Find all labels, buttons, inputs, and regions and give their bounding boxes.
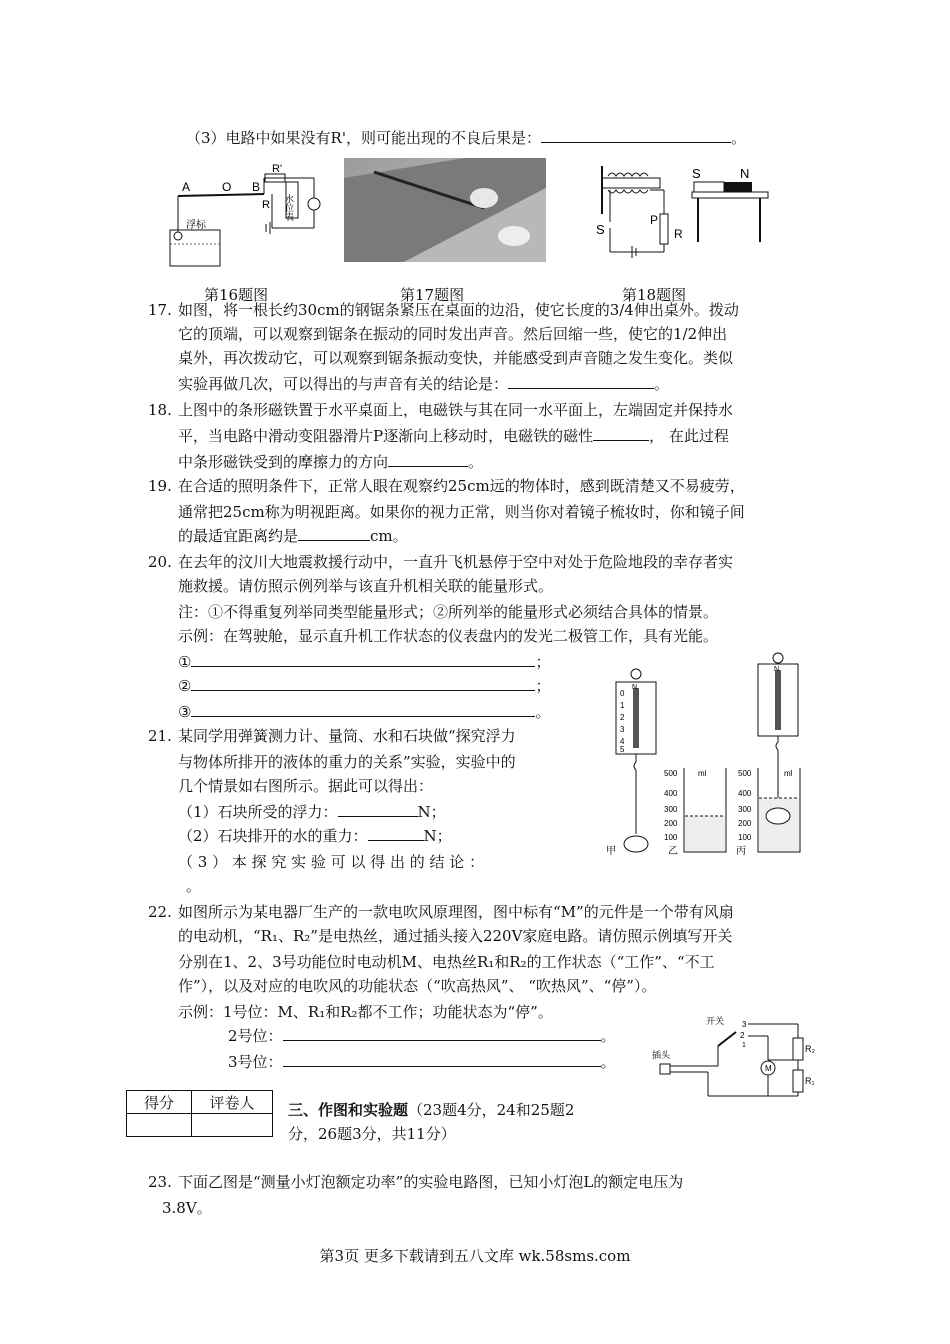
q21-fig-label-jia: 甲	[606, 846, 616, 857]
q19-distance-blank[interactable]	[298, 525, 370, 541]
q22-fig-m: M	[765, 1064, 772, 1073]
figure-21-spring-scales	[602, 648, 814, 860]
q21-fig-tick-2: 2	[620, 713, 625, 722]
q21-cyl-a-tick-400: 400	[664, 789, 678, 798]
q17-answer-blank[interactable]	[508, 373, 654, 389]
score-table	[126, 1090, 273, 1137]
q21-fig-n-1: N	[632, 684, 638, 691]
q22-example: 示例：1号位：M、R₁和R₂都不工作；功能状态为“停”。	[178, 1003, 553, 1021]
q21-cyl-a-tick-100: 100	[664, 833, 678, 842]
q22-pos2-blank[interactable]	[283, 1025, 601, 1041]
q16-part3: （3）电路中如果没有R'，则可能出现的不良后果是： 。	[186, 129, 746, 147]
fig16-label-float: 浮标	[186, 220, 206, 231]
fig18-label-p: P	[650, 213, 659, 227]
q23-line-2: 3.8V。	[162, 1199, 212, 1217]
grader-header: 评卷人	[192, 1091, 273, 1114]
q17-line-2: 它的顶端，可以观察到锯条在振动的同时发出声音。然后回缩一些，使它的1/2伸出	[178, 325, 728, 343]
q20-answer-1: ① ；	[178, 653, 551, 671]
q17-number: 17.	[148, 301, 172, 319]
q21-fig-n-2: N	[774, 666, 780, 673]
fig16-label-rprime: R'	[272, 163, 283, 175]
q17-line-1: 如图，将一根长约30cm的钢锯条紧压在桌面的边沿，使它长度的3/4伸出桌外。拨动	[178, 301, 739, 319]
q19-line-3: 的最适宜距离约是 cm。	[178, 527, 408, 545]
grader-cell[interactable]	[192, 1114, 273, 1137]
q18-friction-blank[interactable]	[388, 451, 468, 467]
q19-line-1: 在合适的照明条件下，正常人眼在观察约25cm远的物体时，感到既清楚又不易疲劳，	[178, 477, 745, 495]
q21-cyl-b-tick-300: 300	[738, 805, 752, 814]
q21-part-3-end: 。	[186, 877, 202, 895]
fig16-label-o: O	[222, 180, 232, 194]
fig18-label-s-switch: S	[596, 222, 605, 237]
q21-fig-ml-1: ml	[698, 769, 707, 778]
q21-cyl-b-tick-500: 500	[738, 769, 752, 778]
q21-fig-tick-1: 1	[620, 701, 625, 710]
q21-fig-tick-4: 4	[620, 737, 625, 746]
section-3-title: 三、作图和实验题	[288, 1101, 409, 1119]
fig16-caption: 第16题图	[204, 286, 269, 304]
fig16-label-a: A	[182, 180, 191, 194]
q20-example: 示例：在驾驶舱，显示直升机工作状态的仪表盘内的发光二极管工作，具有光能。	[178, 627, 719, 645]
q18-line-3: 中条形磁铁受到的摩擦力的方向 。	[178, 453, 484, 471]
q20-blank-1[interactable]	[191, 651, 535, 667]
q22-fig-r2: R₂	[805, 1044, 815, 1054]
fig17-caption: 第17题图	[400, 286, 465, 304]
fig18-label-r: R	[674, 227, 683, 241]
q22-position-2: 2号位： 。	[228, 1027, 616, 1045]
q20-answer-3: ③ 。	[178, 703, 551, 721]
q22-fig-switch: 开关	[706, 1017, 725, 1027]
q22-pos3-blank[interactable]	[283, 1051, 601, 1067]
section-3-heading	[288, 1098, 574, 1122]
fig16-label-b: B	[252, 180, 261, 194]
q22-fig-n1: 1	[742, 1042, 746, 1049]
q19-number: 19.	[148, 477, 172, 495]
figure-17-photo	[344, 158, 546, 262]
section-3-detail-2: 分，26题3分，共11分）	[288, 1125, 456, 1143]
page-footer: 第3页 更多下载请到五八文库 wk.58sms.com	[319, 1247, 631, 1265]
q20-blank-3[interactable]	[191, 701, 535, 717]
q18-line-1: 上图中的条形磁铁置于水平桌面上，电磁铁与其在同一水平面上，左端固定并保持水	[178, 401, 734, 419]
figure-22-hairdryer-circuit	[648, 1010, 816, 1106]
fig18-label-n: N	[740, 166, 750, 181]
q21-fig-ml-2: ml	[784, 769, 793, 778]
score-header: 得分	[127, 1091, 192, 1114]
q21-number: 21.	[148, 727, 172, 745]
q21-cyl-b-tick-100: 100	[738, 833, 752, 842]
q21-fig-tick-3: 3	[620, 725, 625, 734]
q22-fig-n3: 3	[742, 1020, 747, 1029]
q21-line-2: 与物体所排开的液体的重力的关系”实验，实验中的	[178, 753, 516, 771]
q23-number: 23.	[148, 1173, 172, 1191]
figure-16-circuit	[168, 158, 324, 270]
q21-weight-blank[interactable]	[368, 825, 424, 841]
q21-cyl-b-tick-400: 400	[738, 789, 752, 798]
q22-position-3: 3号位： 。	[228, 1053, 616, 1071]
fig18-label-s: S	[692, 166, 701, 181]
q18-line-2: 平，当电路中滑动变阻器滑片P逐渐向上移动时，电磁铁的磁性 ， 在此过程	[178, 427, 729, 445]
q22-number: 22.	[148, 903, 172, 921]
q20-line-1: 在去年的汶川大地震救援行动中，一直升飞机悬停于空中对处于危险地段的幸存者实	[178, 553, 734, 571]
score-cell[interactable]	[127, 1114, 192, 1137]
q20-number: 20.	[148, 553, 172, 571]
q20-note: 注：①不得重复列举同类型能量形式；②所列举的能量形式必须结合具体的情景。	[178, 603, 719, 621]
q17-line-4: 实验再做几次，可以得出的与声音有关的结论是： 。	[178, 375, 670, 393]
q21-part-3: （ 3 ） 本 探 究 实 验 可 以 得 出 的 结 论 ：	[178, 853, 485, 871]
q21-cyl-a-tick-500: 500	[664, 769, 678, 778]
q21-fig-label-bing: 丙	[736, 846, 746, 857]
q19-line-2: 通常把25cm称为明视距离。如果你的视力正常，则当你对着镜子梳妆时，你和镜子间	[178, 503, 745, 521]
figure-18-electromagnet	[594, 162, 774, 270]
q21-fig-label-yi: 乙	[668, 846, 678, 857]
q22-line-3: 分别在1、2、3号功能位时电动机M、电热丝R₁和R₂的工作状态（“工作”、“不工	[178, 953, 715, 971]
q21-line-1: 某同学用弹簧测力计、量筒、水和石块做“探究浮力	[178, 727, 516, 745]
q22-line-4: 作”），以及对应的电吹风的功能状态（“吹高热风”、 “吹热风”、“停”）。	[178, 977, 657, 995]
q17-line-3: 桌外，再次拨动它，可以观察到锯条振动变快，并能感受到声音随之发生变化。类似	[178, 349, 734, 367]
q21-cyl-a-tick-200: 200	[664, 819, 678, 828]
q21-line-3: 几个情景如右图所示。据此可以得出：	[178, 777, 434, 795]
q22-line-2: 的电动机，“R₁、R₂”是电热丝，通过插头接入220V家庭电路。请仿照示例填写开关	[178, 927, 733, 945]
q16-answer-blank[interactable]	[541, 127, 731, 143]
fig18-caption: 第18题图	[622, 286, 687, 304]
q21-part-1: （1）石块所受的浮力： N；	[178, 803, 446, 821]
q18-magnetism-blank[interactable]	[593, 425, 649, 441]
q21-part-2: （2）石块排开的水的重力： N；	[178, 827, 452, 845]
section-3-detail-1: （23题4分，24和25题2	[408, 1101, 575, 1119]
q20-line-2: 施救援。请仿照示例列举与该直升机相关联的能量形式。	[178, 577, 554, 595]
q21-fig-tick-0: 0	[620, 689, 625, 698]
q22-fig-plug: 插头	[652, 1051, 671, 1061]
q21-fig-tick-5: 5	[620, 745, 625, 754]
q20-answer-2: ② ；	[178, 677, 551, 695]
q21-buoyancy-blank[interactable]	[338, 801, 418, 817]
q23-line-1: 下面乙图是“测量小灯泡额定功率”的实验电路图，已知小灯泡L的额定电压为	[178, 1173, 684, 1191]
fig16-label-r: R	[262, 199, 270, 211]
q18-number: 18.	[148, 401, 172, 419]
q21-cyl-a-tick-300: 300	[664, 805, 678, 814]
q21-cyl-b-tick-200: 200	[738, 819, 752, 828]
q22-fig-n2: 2	[740, 1031, 745, 1040]
q22-fig-r1: R₁	[805, 1076, 815, 1086]
q22-line-1: 如图所示为某电器厂生产的一款电吹风原理图，图中标有“M”的元件是一个带有风扇	[178, 903, 734, 921]
q20-blank-2[interactable]	[191, 675, 535, 691]
fig16-label-meter: 水位表	[283, 194, 293, 221]
